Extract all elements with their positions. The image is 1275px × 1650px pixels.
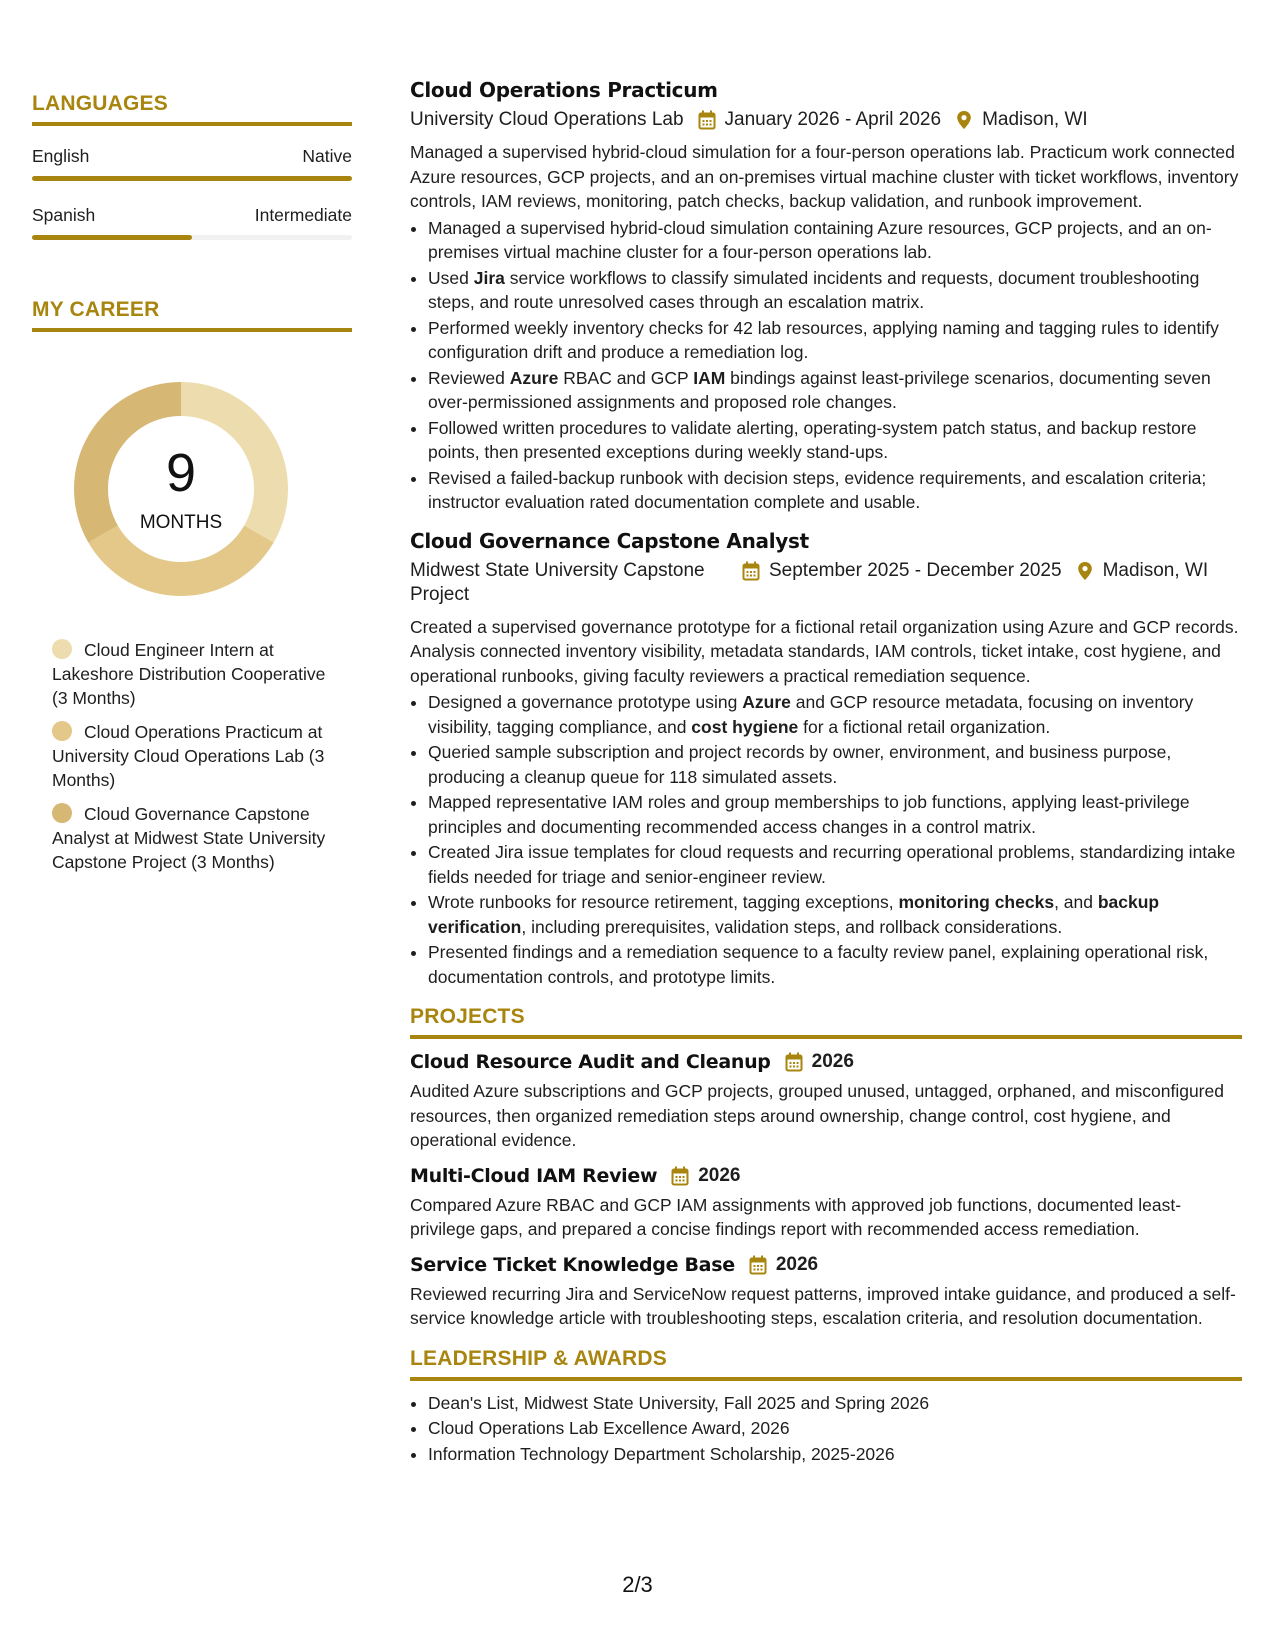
bullet-item: • Used Jira service workflows to classify simulated incidents and requests, document troubleshooting steps, and route unresolved cases through an escalation matrix. bbox=[428, 266, 1242, 315]
page-number: 2/3 bbox=[622, 1572, 653, 1597]
project-description: Audited Azure subscriptions and GCP projects, grouped unused, untagged, orphaned, and misconfigured resources, then organized remediation steps around ownership, change control, cost hygiene, and operational evidence. bbox=[410, 1081, 1224, 1150]
career-total-value: 9 bbox=[165, 443, 197, 503]
project-description: Reviewed recurring Jira and ServiceNow request patterns, improved intake guidance, and produced a self-service knowledge article with troubleshooting steps, escalation criteria, and resolution documentation. bbox=[410, 1283, 1236, 1328]
job-bullets bbox=[428, 216, 1242, 515]
job-meta bbox=[410, 559, 1242, 607]
job-organization: Midwest State University Capstone Project bbox=[410, 559, 705, 605]
calendar-icon bbox=[698, 110, 716, 130]
experience-entry bbox=[410, 529, 1242, 990]
calendar-icon bbox=[742, 561, 760, 581]
project-entry bbox=[410, 1254, 1242, 1331]
award-item: • Dean's List, Midwest State University, Fall 2025 and Spring 2026 bbox=[428, 1391, 1242, 1416]
project-title: Multi-Cloud IAM Review bbox=[410, 1164, 658, 1187]
job-meta bbox=[410, 108, 1242, 132]
legend-dot bbox=[52, 639, 72, 659]
bullet-item: • Managed a supervised hybrid-cloud simulation containing Azure resources, GCP projects, and an on-premises virtual machine cluster for a four-person operations lab. bbox=[428, 216, 1242, 265]
awards-heading: LEADERSHIP & AWARDS bbox=[410, 1347, 1242, 1381]
language-name: Spanish bbox=[32, 205, 96, 225]
language-level-bar bbox=[32, 235, 352, 240]
languages-heading: LANGUAGES bbox=[32, 92, 352, 126]
language-level: Native bbox=[302, 146, 352, 166]
bullet-item: • Revised a failed-backup runbook with decision steps, evidence requirements, and escalation criteria; instructor evaluation rated documentation complete and usable. bbox=[428, 466, 1242, 515]
bullet-item: • Followed written procedures to validate alerting, operating-system patch status, and backup restore points, then presented exceptions during weekly stand-ups. bbox=[428, 416, 1242, 465]
bullet-item: • Presented findings and a remediation sequence to a faculty review panel, explaining operational risk, documentation controls, and prototype limits. bbox=[428, 940, 1242, 989]
language-item-english bbox=[32, 146, 352, 181]
location-pin-icon bbox=[1076, 561, 1094, 581]
calendar-icon bbox=[785, 1052, 803, 1072]
language-level-fill bbox=[32, 176, 352, 181]
project-description: Compared Azure RBAC and GCP IAM assignments with approved job functions, documented least-privilege gaps, and prepared a concise findings report with recommended access remediation. bbox=[410, 1194, 1182, 1239]
experience-entry bbox=[410, 78, 1242, 515]
bullet-item: • Mapped representative IAM roles and group memberships to job functions, applying least-privilege principles and documenting recommended access changes in a control matrix. bbox=[428, 790, 1242, 839]
language-item-spanish bbox=[32, 205, 352, 240]
project-year: 2026 bbox=[698, 1164, 741, 1186]
bullet-item: • Designed a governance prototype using Azure and GCP resource metadata, focusing on inventory visibility, tagging compliance, and cost hygiene for a fictional retail organization. bbox=[428, 690, 1242, 739]
job-title: Cloud Operations Practicum bbox=[410, 78, 718, 102]
project-entry bbox=[410, 1051, 1242, 1153]
legend-dot bbox=[52, 721, 72, 741]
language-name: English bbox=[32, 146, 90, 166]
bullet-item: • Created Jira issue templates for cloud requests and recurring operational problems, standardizing intake fields needed for triage and senior-engineer review. bbox=[428, 840, 1242, 889]
sidebar bbox=[32, 92, 352, 884]
project-title: Service Ticket Knowledge Base bbox=[410, 1253, 735, 1276]
bullet-item: • Reviewed Azure RBAC and GCP IAM bindings against least-privilege scenarios, documenting seven over-permissioned assignments and proposed role changes. bbox=[428, 366, 1242, 415]
job-bullets bbox=[428, 690, 1242, 989]
legend-dot bbox=[52, 803, 72, 823]
career-total-unit: MONTHS bbox=[139, 512, 223, 533]
bullet-item: • Queried sample subscription and project records by owner, environment, and business purpose, producing a cleanup queue for 118 simulated assets. bbox=[428, 740, 1242, 789]
location-pin-icon bbox=[955, 110, 973, 130]
career-heading: MY CAREER bbox=[32, 298, 352, 332]
career-donut-chart bbox=[68, 376, 294, 602]
calendar-icon bbox=[671, 1166, 689, 1186]
main-content bbox=[410, 78, 1242, 1467]
award-item: • Information Technology Department Scholarship, 2025-2026 bbox=[428, 1442, 1242, 1467]
job-location: Madison, WI bbox=[982, 109, 1088, 130]
career-legend-text: Cloud Governance Capstone Analyst at Midwest State University Capstone Project (3 Months) bbox=[52, 804, 326, 872]
donut-segment-2 bbox=[88, 526, 273, 597]
bullet-item: • Performed weekly inventory checks for 42 lab resources, applying naming and tagging rules to identify configuration drift and produce a remediation log. bbox=[428, 316, 1242, 365]
awards-list bbox=[428, 1391, 1242, 1467]
project-title: Cloud Resource Audit and Cleanup bbox=[410, 1051, 771, 1073]
language-level-bar bbox=[32, 176, 352, 181]
job-dates: January 2026 - April 2026 bbox=[724, 109, 942, 130]
calendar-icon bbox=[749, 1255, 767, 1275]
project-entry bbox=[410, 1165, 1242, 1242]
job-title: Cloud Governance Capstone Analyst bbox=[410, 528, 809, 553]
job-dates: September 2025 - December 2025 bbox=[769, 559, 1062, 581]
projects-heading: PROJECTS bbox=[410, 1005, 1242, 1039]
language-level-fill bbox=[32, 235, 192, 240]
job-summary: Managed a supervised hybrid-cloud simulation for a four-person operations lab. Practicum work connected Azure resources, GCP projects, and an on-premises virtual machine cluster with ticket workflows, inventory controls, IAM reviews, monitoring, patch checks, backup validation, and runbook improvement. bbox=[410, 142, 1239, 211]
job-summary: Created a supervised governance prototype for a fictional retail organization using Azure and GCP records. Analysis connected inventory visibility, metadata standards, IAM controls, ticket intake, cost hygiene, and operational runbooks, giving faculty reviewers a practical remediation sequence. bbox=[410, 616, 1239, 686]
award-item: • Cloud Operations Lab Excellence Award, 2026 bbox=[428, 1416, 1242, 1441]
job-organization: University Cloud Operations Lab bbox=[410, 109, 684, 130]
project-year: 2026 bbox=[775, 1253, 819, 1275]
job-location: Madison, WI bbox=[1102, 559, 1209, 581]
career-legend-item bbox=[52, 720, 332, 792]
project-year: 2026 bbox=[811, 1051, 854, 1072]
bullet-item: • Wrote runbooks for resource retirement, tagging exceptions, monitoring checks, and backup verification, including prerequisites, validation steps, and rollback considerations. bbox=[428, 890, 1242, 939]
career-legend-text: Cloud Operations Practicum at University Cloud Operations Lab (3 Months) bbox=[52, 722, 325, 790]
career-legend bbox=[32, 638, 352, 874]
language-level: Intermediate bbox=[254, 205, 352, 225]
career-legend-text: Cloud Engineer Intern at Lakeshore Distribution Cooperative (3 Months) bbox=[52, 640, 326, 708]
career-legend-item bbox=[52, 638, 332, 710]
career-legend-item bbox=[52, 802, 332, 874]
